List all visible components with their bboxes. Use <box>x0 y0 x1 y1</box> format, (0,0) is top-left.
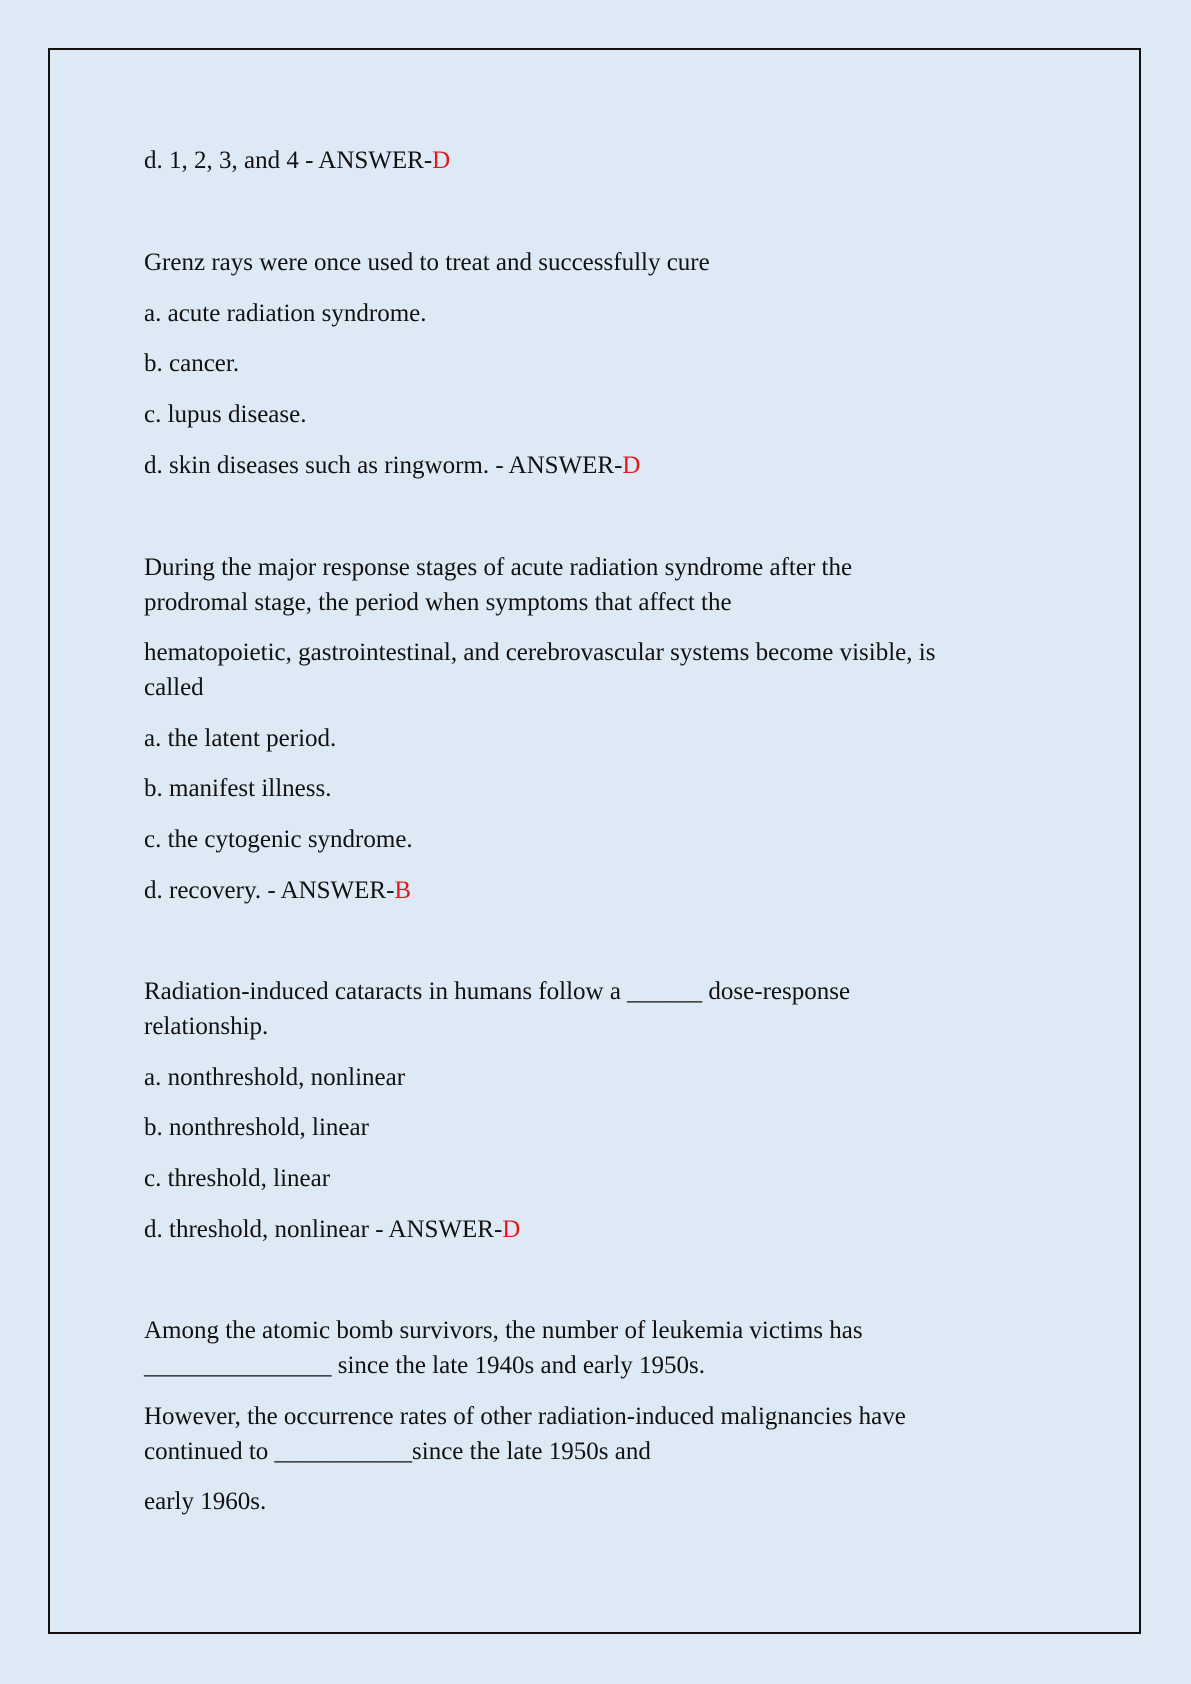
q3-option-a: a. nonthreshold, nonlinear <box>144 1064 406 1091</box>
q4-stem-line-3: However, the occurrence rates of other radiation-induced malignancies have <box>144 1403 906 1430</box>
q0-option-d <box>144 143 450 178</box>
q2-stem-line-1: During the major response stages of acute radiation syndrome after the <box>144 554 853 581</box>
q4-stem-line-5: early 1960s. <box>144 1488 267 1515</box>
q2-option-a: a. the latent period. <box>144 725 337 752</box>
q4-stem-line-4: continued to ___________since the late 1950s and <box>144 1438 651 1465</box>
q3-stem-line-1: Radiation-induced cataracts in humans follow a ______ dose-response <box>144 978 851 1005</box>
q4-stem-line-1: Among the atomic bomb survivors, the number of leukemia victims has <box>144 1317 863 1344</box>
q3-answer: D <box>502 1216 521 1243</box>
q1-option-a: a. acute radiation syndrome. <box>144 300 427 327</box>
q2-stem-line-2: prodromal stage, the period when symptoms that affect the <box>144 589 732 616</box>
q3-stem-line-2: relationship. <box>144 1013 269 1040</box>
q1-option-d <box>144 448 640 483</box>
q1-option-b: b. cancer. <box>144 350 240 377</box>
q2-option-d-text: d. recovery. - ANSWER- <box>144 877 395 904</box>
q3-option-d <box>144 1212 520 1247</box>
q3-option-b: b. nonthreshold, linear <box>144 1114 369 1141</box>
q1-answer: D <box>622 452 641 479</box>
q2-answer: B <box>394 877 412 904</box>
q1-stem: Grenz rays were once used to treat and successfully cure <box>144 249 710 276</box>
q4-stem-line-2: _______________ since the late 1940s and early 1950s. <box>144 1352 706 1379</box>
q3-option-d-text: d. threshold, nonlinear - ANSWER- <box>144 1216 503 1243</box>
q2-option-b: b. manifest illness. <box>144 775 332 802</box>
q3-option-c: c. threshold, linear <box>144 1165 331 1192</box>
q2-stem-line-4: called <box>144 674 204 701</box>
q2-option-c: c. the cytogenic syndrome. <box>144 826 413 853</box>
q0-answer: D <box>432 147 451 174</box>
q1-option-d-text: d. skin diseases such as ringworm. - ANSWER- <box>144 452 623 479</box>
q2-option-d <box>144 873 411 908</box>
q1-option-c: c. lupus disease. <box>144 401 307 428</box>
q0-option-d-text: d. 1, 2, 3, and 4 - ANSWER- <box>144 147 433 174</box>
q2-stem-line-3: hematopoietic, gastrointestinal, and cerebrovascular systems become visible, is <box>144 639 936 666</box>
